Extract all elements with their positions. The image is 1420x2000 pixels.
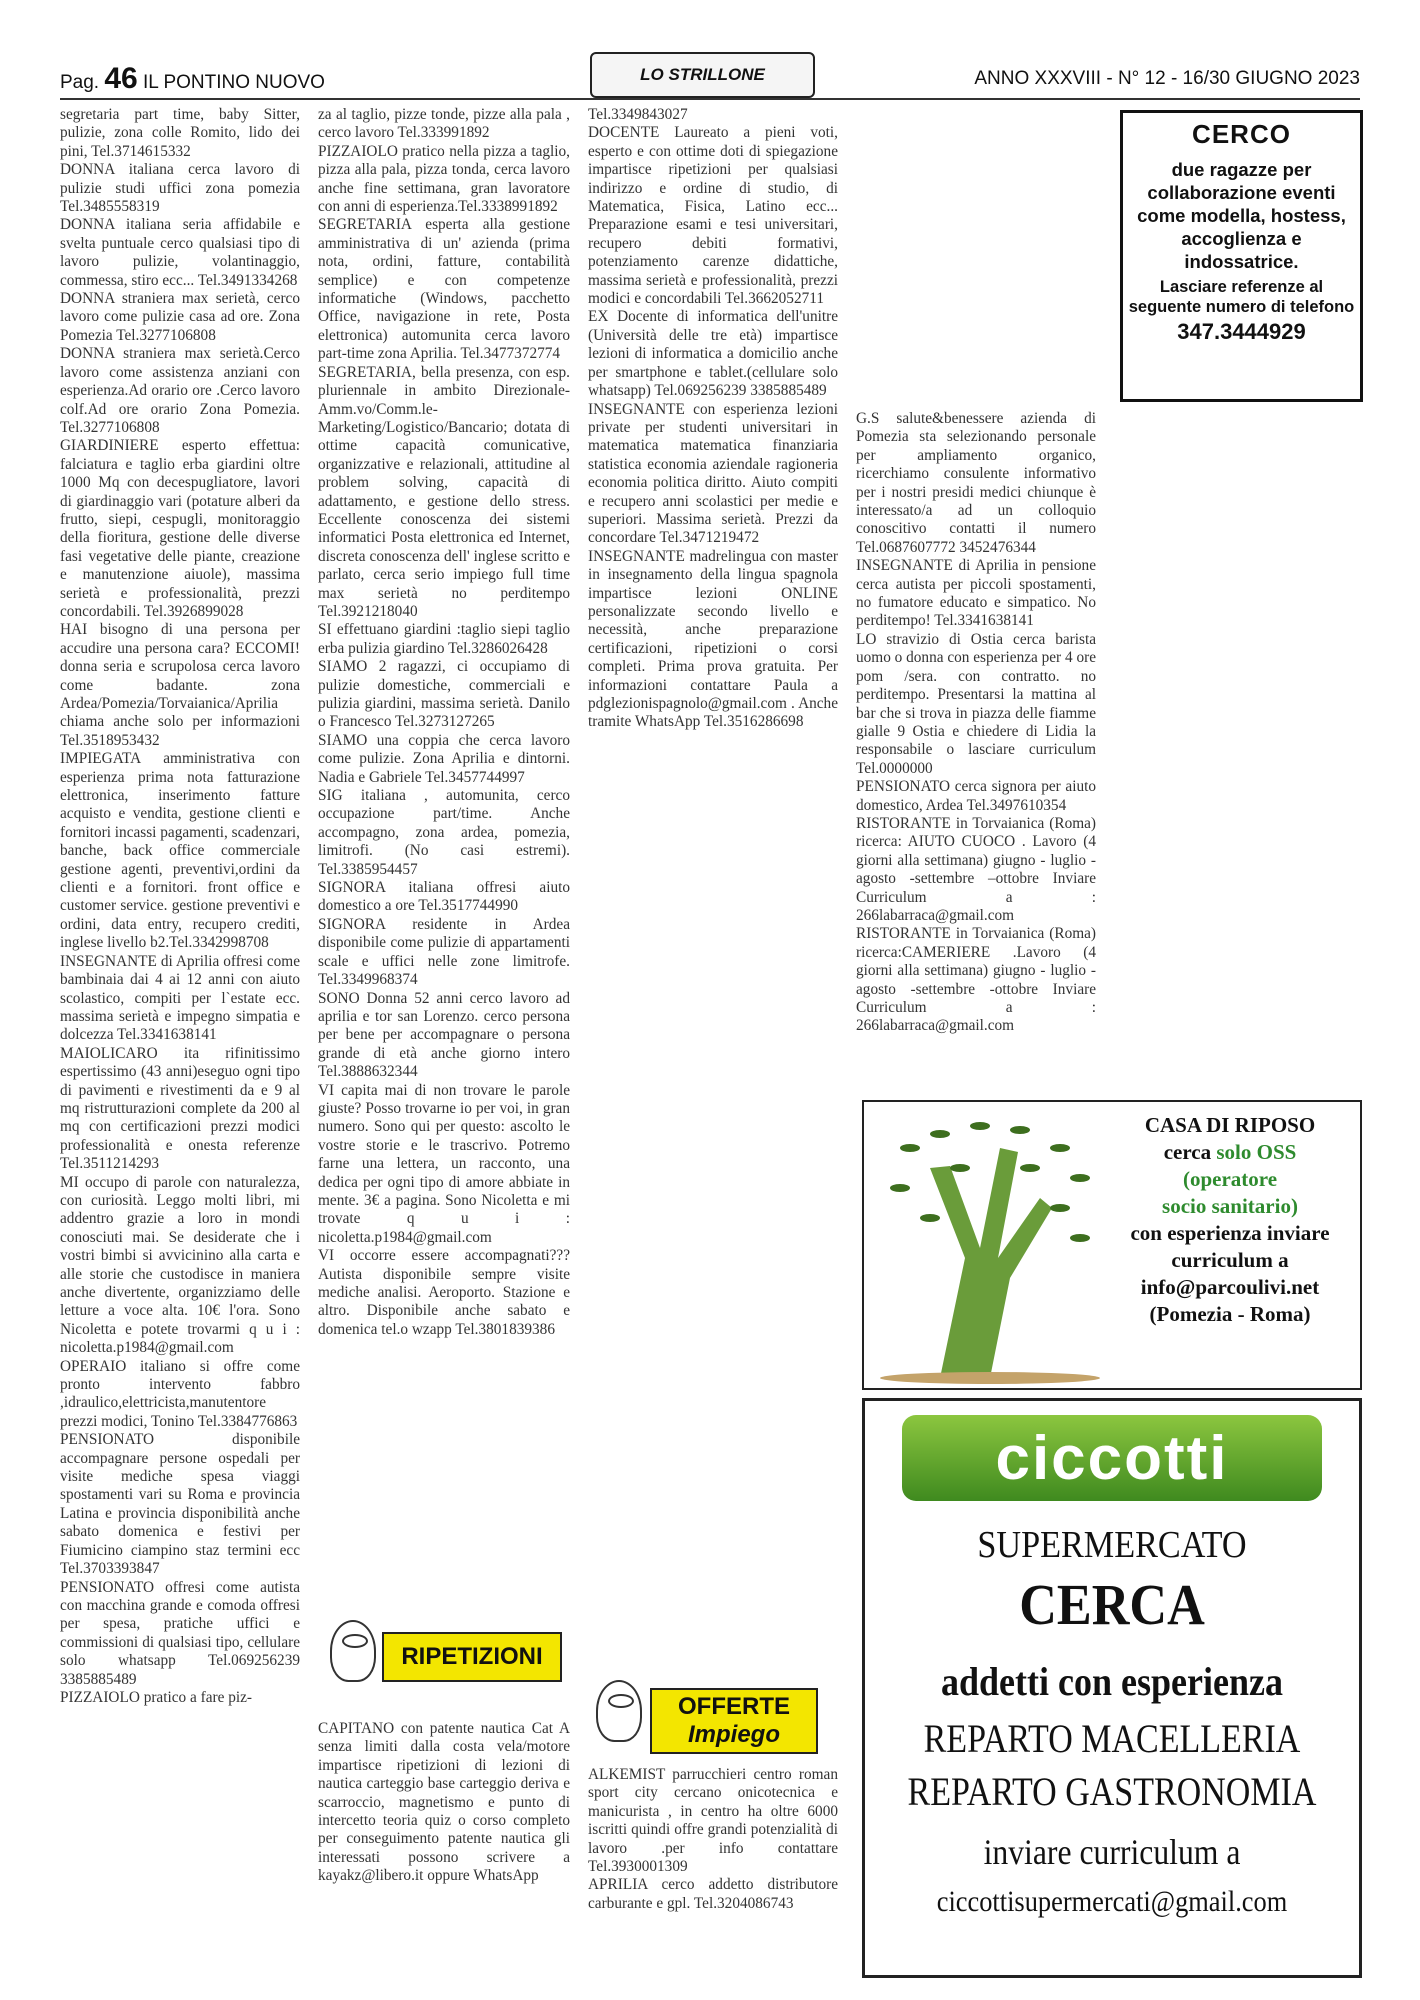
- casa-di-riposo-ad: [862, 1100, 1362, 1390]
- casa-solo: solo: [1216, 1140, 1252, 1164]
- casa-line: socio sanitario): [1162, 1194, 1298, 1218]
- casa-location: (Pomezia - Roma): [1149, 1302, 1311, 1326]
- ad-text: PENSIONATO offresi come autista con macchina grande e comoda offresi per spesa, pratiche uffici e commissioni di qualsiasi tipo, cellulare solo whatsapp Tel.069256239 3385885489: [60, 1578, 300, 1688]
- cerco-title: CERCO: [1192, 119, 1291, 149]
- ciccotti-line: SUPERMERCATO: [977, 1524, 1247, 1566]
- ad-text: SIGNORA residente in Ardea disponibile come pulizie di appartamenti scale e uffici nelle zone limitrofe. Tel.3349968374: [318, 915, 570, 989]
- ad-text: MAIOLICARO ita rifinitissimo espertissimo (43 anni)eseguo ogni tipo di pavimenti e rivestimenti da e 9 al mq ristrutturazioni complete da 200 al mq con certificazioni prezzi modici professionalità e onesta referenze Tel.3511214293: [60, 1044, 300, 1173]
- ad-text: SIGNORA italiana offresi aiuto domestico a ore Tel.3517744990: [318, 879, 570, 915]
- column-3-bottom: [588, 1766, 838, 1996]
- logo-text: LO STRILLONE: [640, 65, 765, 84]
- casa-line: con esperienza inviare: [1130, 1221, 1330, 1245]
- logo-text: ciccotti: [995, 1423, 1229, 1493]
- ad-text: INSEGNANTE con esperienza lezioni private per studenti universitari in matematica matematica finanziaria statistica economia aziendale ragioneria economia politica diritto. Aiuto compiti e recupero anni scolastici per medie e superiori. Massima serietà. Prezzi da concordare Tel.3471219472: [588, 400, 838, 547]
- ciccotti-line: REPARTO GASTRONOMIA: [907, 1769, 1317, 1814]
- casa-title: CASA DI RIPOSO: [1144, 1113, 1316, 1137]
- casa-oss: OSS: [1251, 1140, 1297, 1164]
- mascot-icon: [330, 1620, 376, 1682]
- ciccotti-email: ciccottisupermercati@gmail.com: [936, 1885, 1288, 1918]
- ad-text: G.S salute&benessere azienda di Pomezia sta selezionando personale per ampliamento organico, ricerchiamo consulente informativo per i nostri presidi medici chiunque è interessato/a ad un colloquio conoscitivo contatti il numero Tel.0687607772 3452476344: [856, 410, 1096, 556]
- ad-text: INSEGNANTE di Aprilia offresi come bambinaia dai 4 ai 12 anni con aiuto scolastico, compiti per l`estate ecc. massima serietà e impegno simpatia e dolcezza Tel.3341638141: [60, 952, 300, 1044]
- ad-text: PIZZAIOLO pratico a fare piz-: [60, 1688, 252, 1706]
- ad-text: RISTORANTE in Torvaianica (Roma) ricerca:CAMERIERE .Lavoro (4 giorni alla settimana) giugno - luglio - agosto -settembre -ottobre Inviare Curriculum a : 266labarraca@gmail.com: [856, 925, 1096, 1035]
- lo-strillone-logo: [590, 52, 815, 98]
- ciccotti-logo: [902, 1415, 1322, 1501]
- ad-text: MI occupo di parole con naturalezza, con curiosità. Leggo molti libri, mi addentro grazie a loro in mondi conosciuti mai. Se desiderate che i vostri bimbi si avvicinino alla carta e alle storie che custodisce in maniera anche divertente, organizziamo delle letture a voce alta. 10€ l'ora. Sono Nicoletta e potete trovarmi q u i : nicoletta.p1984@gmail.com: [60, 1173, 300, 1357]
- ad-text: CAPITANO con patente nautica Cat A senza limiti dalla costa vela/motore impartisce ripetizioni di lezioni di nautica carteggio base carteggio deriva e scarroccio, magnetismo e punto di intercetto teoria quiz o corso completo per conseguimento patente nautica gli interessati possono scrivere a kayakz@libero.it oppure WhatsApp: [318, 1720, 570, 1885]
- pag-label: Pag.: [60, 72, 100, 93]
- pag-num: 46: [104, 62, 138, 95]
- ad-text: LO stravizio di Ostia cerca barista uomo o donna con esperienza per 4 ore pom /sera. con contratto. no perditempo. Presentarsi la mattina al bar che si trova in piazza delle fiamme gialle 9 Ostia e chiedere di Lidia la responsabile o lasciare curriculum Tel.0000000: [856, 630, 1096, 777]
- casa-line: [1099, 1139, 1361, 1166]
- section-header-offerte-impiego: [650, 1688, 818, 1754]
- page-header: [60, 60, 1360, 100]
- ad-text: IMPIEGATA amministrativa con esperienza prima nota fatturazione elettronica, inserimento fatture acquisto e vendita, gestione clienti e fornitori incassi pagamenti, scadenzari, banche, back office commerciale gestione agenti, preventivi,ordini da clienti e a fornitori. front office e customer service. gestione preventivi e ordini, data entry, recupero crediti, inglese livello b2.Tel.3342998708: [60, 750, 300, 952]
- casa-line: curriculum a: [1171, 1248, 1289, 1272]
- ciccotti-line: CERCA: [1019, 1572, 1205, 1637]
- ad-text: VI occorre essere accompagnati??? Autista disponibile sempre visite mediche analisi. Aeroporto. Stazione e altro. Disponibile anche sabato e domenica tel.o wzapp Tel.3801839386: [318, 1247, 570, 1338]
- ad-text: SIAMO una coppia che cerca lavoro come pulizie. Zona Aprilia e dintorni. Nadia e Gabriele Tel.3457744997: [318, 731, 570, 786]
- ad-text: APRILIA cerco addetto distributore carburante e gpl. Tel.3204086743: [588, 1876, 838, 1912]
- ad-text: INSEGNANTE madrelingua con master in insegnamento della lingua spagnola impartisce lezioni ONLINE personalizzate secondo livello e necessità, anche preparazione certificazioni, ripetizioni o corsi completi. Prima prova gratuita. Per informazioni contattare Paula a pdglezionispagnolo@gmail.com . Anche tramite WhatsApp Tel.3516286698: [588, 547, 838, 731]
- ad-text: VI capita mai di non trovare le parole giuste? Posso trovarne io per voi, in gran numero. Sono qui per questo: ascolto le vostre storie e le trascrivo. Potremo farne una lettera, un racconto, una dedica per ogni tipo di amore abbiate in mente. 3€ a pagina. Sono Nicoletta e mi trovate q u i : nicoletta.p1984@gmail.com: [318, 1081, 570, 1246]
- section-label: RIPETIZIONI: [401, 1643, 543, 1670]
- olive-tree-icon: [870, 1108, 1110, 1384]
- ad-text: DONNA italiana seria affidabile e svelta puntuale cerco qualsiasi tipo di lavoro pulizie, volantinaggio, commessa, stiro ecc... Tel.3491334268: [60, 216, 300, 289]
- ad-text: INSEGNANTE di Aprilia in pensione cerca autista per piccoli spostamenti, no fumatore educato e simpatico. No perditempo! Tel.3341638141: [856, 557, 1096, 630]
- ad-text: SEGRETARIA esperta alla gestione amministrativa di un' azienda (prima nota, ordini, fatture, contabilità semplice) e con competenze informatiche (Windows, pacchetto Office, navigazione in rete, Posta elettronica) automunita cerca lavoro part-time zona Aprilia. Tel.3477372774: [318, 216, 570, 363]
- ad-text: HAI bisogno di una persona per accudire una persona cara? ECCOMI! donna seria e scrupolosa cerca lavoro come badante. zona Ardea/Pomezia/Torvaianica/Aprilia chiama anche solo per informazioni Tel.3518953432: [60, 621, 300, 749]
- mascot-icon: [596, 1680, 642, 1742]
- ad-text: segretaria part time, baby Sitter, pulizie, zona colle Romito, lido dei pini, Tel.3714615332: [60, 106, 300, 160]
- ad-text: GIARDINIERE esperto effettua: falciatura e taglio erba giardini oltre 1000 Mq con decespugliatore, lavori di giardinaggio vari (potature alberi da frutto, siepi, cespugli, monitoraggio della fioritura, gestione delle diverse fasi vegetative delle piante, creazione e manutenzione aiuole), massima serietà e professionalità, prezzi concordabili. Tel.3926899028: [60, 437, 300, 620]
- ad-text: PENSIONATO disponibile accompagnare persone ospedali per visite mediche spesa viaggi spostamenti vari su Roma e provincia Latina e provincia disponibilità anche sabato domenica e festivi per Fiumicino ciampino staz termini ecc Tel.3703393847: [60, 1431, 300, 1578]
- ad-text: za al taglio, pizze tonde, pizze alla pala , cerco lavoro Tel.333991892: [318, 106, 570, 142]
- section-header-ripetizioni: [382, 1632, 562, 1682]
- section-label: Impiego: [687, 1721, 780, 1748]
- ad-text: DOCENTE Laureato a pieni voti, esperto e con ottime doti di spiegazione impartisce ripetizioni per qualsiasi indirizzo e ordine di studio, di Matematica, Fisica, Latino ecc... Preparazione esami e tesi universitari, recupero debiti formativi, potenziamento carenze didattiche, massima serietà e professionalità, prezzi modici e concordabili Tel.3662052711: [588, 124, 838, 308]
- column-2: [318, 106, 570, 1542]
- cerco-note: Lasciare referenze al seguente numero di telefono: [1128, 278, 1355, 316]
- page-number: [60, 62, 325, 96]
- ciccotti-line: addetti con esperienza: [941, 1659, 1283, 1704]
- ad-text: SIG italiana , automunita, cerco occupazione part/time. Anche accompagno, zona ardea, pomezia, limitrofi. (No casi estremi). Tel.3385954457: [318, 787, 570, 878]
- ad-text: SIAMO 2 ragazzi, ci occupiamo di pulizie domestiche, commerciali e pulizia giardini, massima serietà. Danilo o Francesco Tel.3273127265: [318, 658, 570, 731]
- ad-text: EX Docente di informatica dell'unitre (Università delle tre età) impartisce lezioni di informatica a domicilio anche per smartphone e tablet.(cellulare solo whatsapp) Tel.069256239 3385885489: [588, 308, 838, 400]
- column-1: [60, 106, 300, 1986]
- ciccotti-supermarket-ad: [862, 1398, 1362, 1978]
- section-label: OFFERTE: [678, 1693, 790, 1720]
- column-3: [588, 106, 838, 1702]
- ad-text: SI effettuano giardini :taglio siepi taglio erba pulizia giardino Tel.3286026428: [318, 621, 570, 657]
- edition-info: ANNO XXXVIII - N° 12 - 16/30 GIUGNO 2023: [974, 68, 1360, 89]
- ad-text: SEGRETARIA, bella presenza, con esp. pluriennale in ambito Direzionale-Amm.vo/Comm.le-Marketing/Logistico/Bancario; dotata di ottime capacità comunicative, organizzative e relazionali, attitudine al problem solving, capacità di adattamento, e gestione dello stress. Eccellente conoscenza dei sistemi informatici Posta elettronica ed Internet, discreta conoscenza dell' inglese scritto e parlato, cerca serio impiego full time max serietà no perditempo Tel.3921218040: [318, 363, 570, 620]
- cerco-box-ad: [1120, 110, 1363, 402]
- ad-text: RISTORANTE in Torvaianica (Roma) ricerca: AIUTO CUOCO . Lavoro (4 giorni alla settimana) giugno - luglio - agosto -settembre –ottobre Inviare Curriculum a : 266labarraca@gmail.com: [856, 814, 1096, 924]
- cerco-phone: 347.3444929: [1177, 319, 1306, 344]
- casa-cerca: cerca: [1163, 1140, 1217, 1164]
- ad-text: Tel.3349843027: [588, 106, 688, 123]
- ad-text: DONNA straniera max serietà.Cerco lavoro come assistenza anziani con esperienza.Ad orario ore .Cerco lavoro colf.Ad ore orario Zona Pomezia. Tel.3277106808: [60, 345, 300, 436]
- casa-line: (operatore: [1182, 1167, 1278, 1191]
- casa-email: info@parcoulivi.net: [1140, 1275, 1320, 1299]
- casa-text: [1099, 1112, 1361, 1328]
- ciccotti-line: inviare curriculum a: [983, 1832, 1241, 1872]
- ad-text: OPERAIO italiano si offre come pronto intervento fabbro ,idraulico,elettricista,manutentore prezzi modici, Tonino Tel.3384776863: [60, 1357, 300, 1430]
- ad-text: PIZZAIOLO pratico nella pizza a taglio, pizza alla pala, pizza tonda, cerca lavoro anche fine settimana, gran lavoratore con anni di esperienza.Tel.3338991892: [318, 142, 570, 216]
- paper-name: IL PONTINO NUOVO: [143, 72, 325, 93]
- ad-text: PENSIONATO cerca signora per aiuto domestico, Ardea Tel.3497610354: [856, 778, 1096, 814]
- ad-text: SONO Donna 52 anni cerco lavoro ad aprilia e tor san Lorenzo. cerco persona per bene per accompagnare o persona grande di età anche giorno intero Tel.3888632344: [318, 989, 570, 1081]
- ad-text: DONNA straniera max serietà, cerco lavoro come pulizie casa ad ore. Zona Pomezia Tel.3277106808: [60, 290, 300, 344]
- ad-text: ALKEMIST parrucchieri centro roman sport city cercano onicotecnica e manicurista , in centro ha oltre 6000 iscritti quindi offre grandi potenzialità di lavoro .per info contattare Tel.3930001309: [588, 1766, 838, 1876]
- column-4: [856, 410, 1096, 1090]
- column-2-bottom: [318, 1720, 570, 1980]
- ciccotti-line: REPARTO MACELLERIA: [923, 1716, 1301, 1761]
- ad-text: DONNA italiana cerca lavoro di pulizie studi uffici zona pomezia Tel.3485558319: [60, 161, 300, 216]
- cerco-body: due ragazze per collaborazione eventi come modella, hostess, accoglienza e indossatrice.: [1137, 159, 1346, 272]
